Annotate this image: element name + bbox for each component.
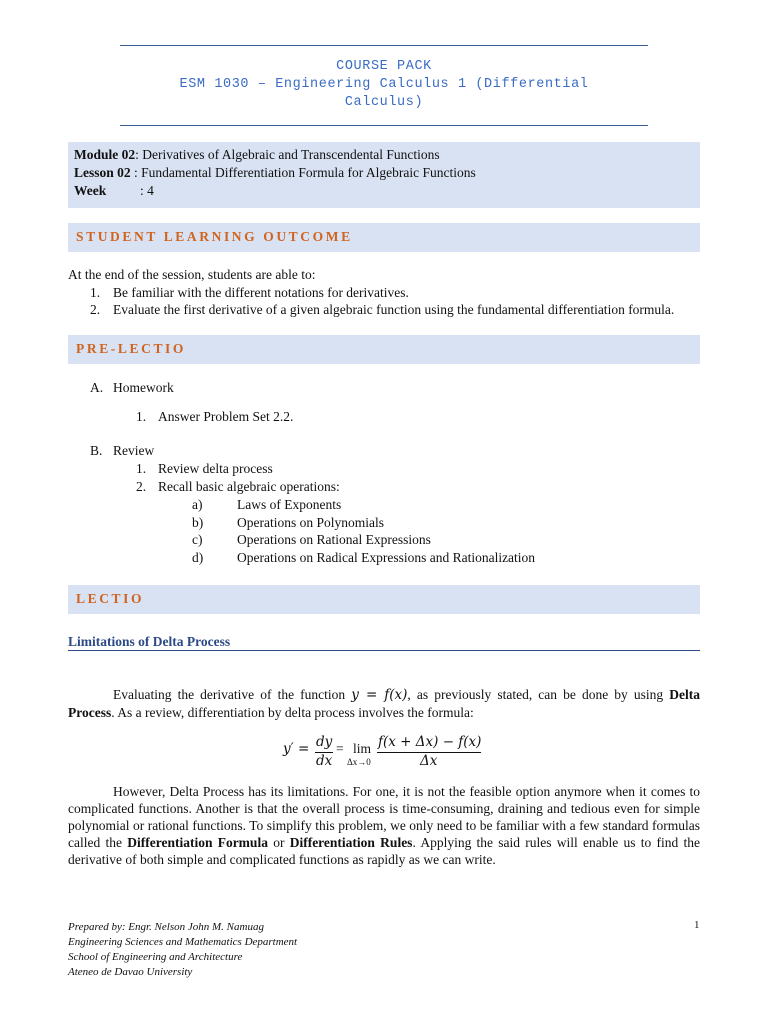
module-row xyxy=(74,146,440,164)
formula-lhs: y′ = xyxy=(283,741,310,757)
header-top-rule xyxy=(120,45,648,46)
prelectio-band xyxy=(68,335,700,364)
module-value: : Derivatives of Algebraic and Transcendental Functions xyxy=(135,147,440,162)
footer-prepared-by xyxy=(68,920,297,980)
paragraph-intro xyxy=(68,686,700,721)
sub-item-d-text: Operations on Radical Expressions and Rationalization xyxy=(237,550,536,565)
footer-line-3: School of Engineering and Architecture xyxy=(68,951,243,963)
review-letter: B. xyxy=(90,443,103,458)
slo-item-1-text: Be familiar with the different notations for derivatives. xyxy=(113,285,409,300)
p1-bold-term: Delta Process xyxy=(68,687,701,720)
p1-text-b: , as previously stated, can be done by using xyxy=(407,687,664,702)
course-title-line1: ESM 1030 – Engineering Calculus 1 (Differential xyxy=(179,77,589,92)
lectio-title: LECTIO xyxy=(76,591,145,606)
slo-intro: At the end of the session, students are able to: xyxy=(68,267,316,282)
formula-lim: lim xyxy=(353,741,372,756)
footer-line-4: Ateneo de Davao University xyxy=(68,966,193,978)
week-label: Week xyxy=(74,183,107,198)
sub-item-d-letter: d) xyxy=(192,550,204,565)
page-number: 1 xyxy=(694,919,700,931)
footer-line-2: Engineering Sciences and Mathematics Department xyxy=(68,936,298,948)
review-item-1-num: 1. xyxy=(136,461,147,476)
module-label: Module 02 xyxy=(74,147,136,162)
delta-process-formula xyxy=(283,734,503,774)
section-subheading: Limitations of Delta Process xyxy=(68,634,231,649)
week-row xyxy=(74,182,106,200)
course-pack-label: COURSE PACK xyxy=(336,59,432,74)
course-title-line2: Calculus) xyxy=(344,95,424,110)
subheading-rule xyxy=(68,650,700,651)
review-label: Review xyxy=(113,443,155,458)
week-value: : 4 xyxy=(140,183,154,198)
p2-or: or xyxy=(273,835,285,850)
p2-text-b: . Applying the said rules will enable us to find the derivative of both simple and complicated functions as rapidly as we can write. xyxy=(68,835,700,867)
sub-item-b-text: Operations on Polynomials xyxy=(237,515,384,530)
sub-item-c-text: Operations on Rational Expressions xyxy=(237,532,431,547)
sub-item-b-letter: b) xyxy=(192,515,204,530)
review-item-1-text: Review delta process xyxy=(158,461,273,476)
slo-title: STUDENT LEARNING OUTCOME xyxy=(76,229,353,244)
formula-denominator: Δx xyxy=(420,753,438,769)
p1-equation: y = f(x) xyxy=(351,687,408,703)
footer-line-1: Prepared by: Engr. Nelson John M. Namuag xyxy=(68,921,264,933)
lesson-row xyxy=(74,164,476,182)
header-bottom-rule xyxy=(120,125,648,126)
p2-bold-1: Differentiation Formula xyxy=(127,835,268,850)
homework-letter: A. xyxy=(90,380,104,395)
formula-equals: = xyxy=(336,741,344,756)
slo-item-1-num: 1. xyxy=(90,285,101,300)
module-info-panel xyxy=(68,142,700,208)
sub-item-a-text: Laws of Exponents xyxy=(237,497,342,512)
lectio-band xyxy=(68,585,700,614)
p1-text-a: Evaluating the derivative of the function xyxy=(113,687,346,702)
prelectio-title: PRE-LECTIO xyxy=(76,341,187,356)
formula-numerator: f(x + Δx) − f(x) xyxy=(378,734,482,750)
formula-dx: dx xyxy=(316,753,333,769)
sub-item-a-letter: a) xyxy=(192,497,203,512)
p1-text-c: . As a review, differentiation by delta process involves the formula: xyxy=(111,705,474,720)
paragraph-limitations xyxy=(68,783,700,868)
homework-item-num: 1. xyxy=(136,409,147,424)
homework-item-text: Answer Problem Set 2.2. xyxy=(158,409,294,424)
slo-item-2-text: Evaluate the first derivative of a given algebraic function using the fundamental differentiation formula. xyxy=(113,302,675,317)
formula-dy: dy xyxy=(316,734,333,750)
slo-band xyxy=(68,223,700,252)
p2-text-a: However, Delta Process has its limitations. For one, it is not the feasible option anymore when it comes to complicated functions. Another is that the overall process is time-consuming, draining and tedious even for simple polynomial or rational functions. To simplify this problem, we only need to be familiar with a few standard formulas called the xyxy=(68,784,700,850)
lesson-value: : Fundamental Differentiation Formula for Algebraic Functions xyxy=(130,165,476,180)
lesson-label: Lesson 02 xyxy=(74,165,131,180)
formula-lim-sub: Δx→0 xyxy=(347,757,371,767)
review-item-2-text: Recall basic algebraic operations: xyxy=(158,479,340,494)
sub-item-c-letter: c) xyxy=(192,532,203,547)
slo-item-2-num: 2. xyxy=(90,302,101,317)
p2-bold-2: Differentiation Rules xyxy=(289,835,413,850)
review-item-2-num: 2. xyxy=(136,479,147,494)
homework-label: Homework xyxy=(113,380,174,395)
